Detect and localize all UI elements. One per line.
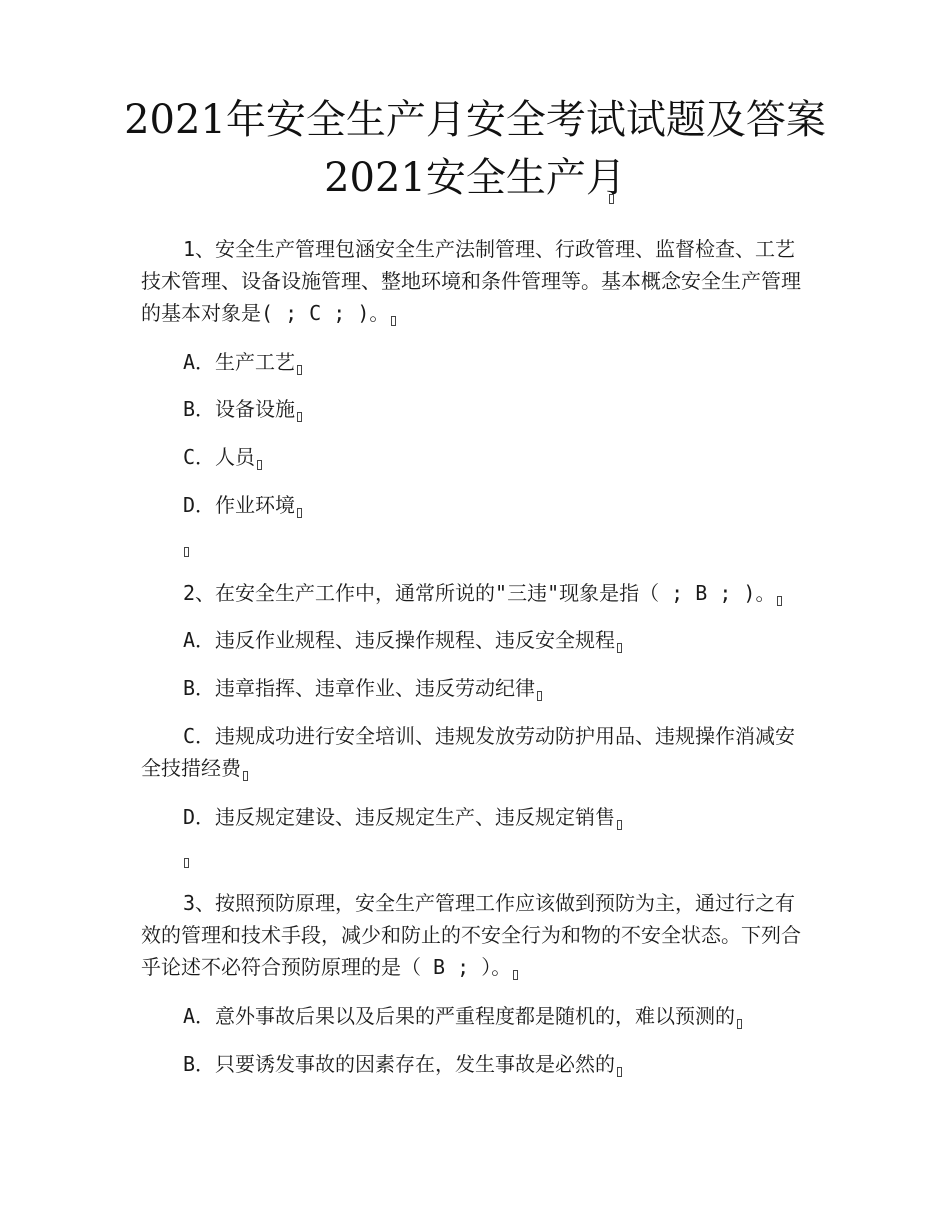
question-1-option-a: A．生产工艺 [141,346,809,378]
question-2-stem: 2、在安全生产工作中，通常所说的"三违"现象是指（ ; B ; )。 [141,577,809,609]
paragraph-mark-icon [617,1067,622,1077]
paragraph-mark-icon [513,970,518,980]
paragraph-mark-icon [184,547,189,557]
question-2-option-b: B．违章指挥、违章作业、违反劳动纪律 [141,672,809,704]
paragraph-mark-icon [617,820,622,830]
paragraph-mark-icon [537,691,542,701]
paragraph-mark-icon [617,643,622,653]
paragraph-mark-icon [243,771,248,781]
paragraph-mark-icon [391,316,396,326]
question-2-option-a: A．违反作业规程、违反操作规程、违反安全规程 [141,624,809,656]
question-1-option-c: C．人员 [141,441,809,473]
question-1-option-d: D．作业环境 [141,489,809,521]
paragraph-mark-icon [297,365,302,375]
paragraph-mark-icon [297,508,302,518]
paragraph-mark-icon [609,194,614,204]
document-title: 2021年安全生产月安全考试试题及答案 [124,97,826,143]
question-2-option-c: C．违规成功进行安全培训、违规发放劳动防护用品、违规操作消减安全技措经费 [141,724,796,780]
question-3-option-b: B．只要诱发事故的因素存在，发生事故是必然的 [141,1048,809,1080]
document-subtitle: 2021安全生产月 [324,155,626,201]
question-3-option-a: A．意外事故后果以及后果的严重程度都是随机的，难以预测的 [141,1000,809,1032]
paragraph-mark-icon [297,412,302,422]
paragraph-mark-icon [737,1019,742,1029]
question-1-option-b: B．设备设施 [141,393,809,425]
question-1-stem: 1、安全生产管理包涵安全生产法制管理、行政管理、监督检查、工艺技术管理、设备设施管理、整地环境和条件管理等。基本概念安全生产管理的基本对象是( ; C ; )。 [141,237,801,325]
question-2-option-d: D．违反规定建设、违反规定生产、违反规定销售 [141,801,809,833]
paragraph-mark-icon [257,460,262,470]
question-3-stem: 3、按照预防原理，安全生产管理工作应该做到预防为主，通过行之有效的管理和技术手段，减少和防止的不安全行为和物的不安全状态。下列合乎论述不必符合预防原理的是（ B ; ）。 [141,891,801,979]
paragraph-mark-icon [777,596,782,606]
paragraph-mark-icon [184,858,189,868]
